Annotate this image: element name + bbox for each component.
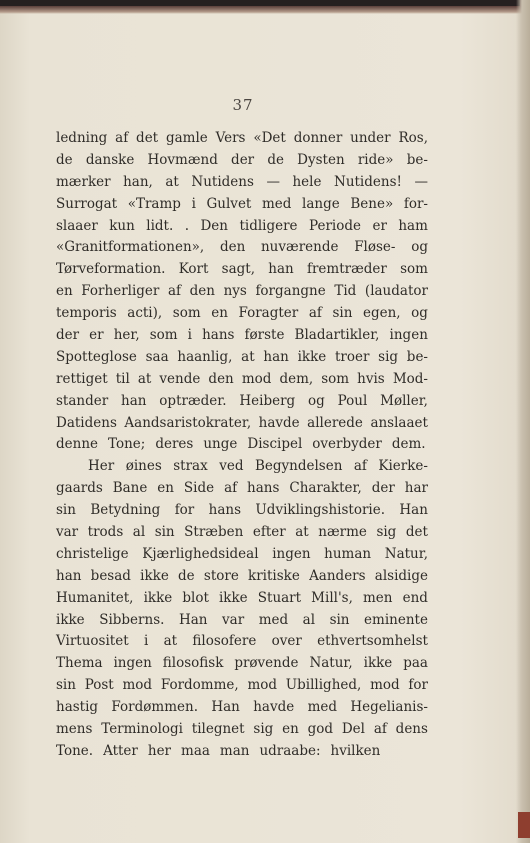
text-line: Her øines strax ved Begyndelsen af Kierke-	[88, 458, 428, 475]
text-line: temporis acti), som en Foragter af sin egen, og	[56, 305, 428, 322]
text-line: Surrogat «Tramp i Gulvet med lange Bene» for-	[56, 195, 428, 212]
binding-mark	[518, 812, 530, 838]
text-line: hastig Fordømmen. Han havde med Hegelianis-	[56, 699, 428, 716]
text-line: Virtuositet i at filosofere over ethvertsomhelst	[56, 633, 428, 650]
text-line: mærker han, at Nutidens — hele Nutidens! —	[56, 173, 428, 190]
text-line: «Granitformationen», den nuværende Fløse- og	[56, 239, 428, 256]
text-line: var trods al sin Stræben efter at nærme sig det	[56, 524, 428, 541]
text-line: Humanitet, ikke blot ikke Stuart Mill's, men end	[56, 589, 428, 606]
text-line: Thema ingen filosofisk prøvende Natur, ikke paa	[56, 655, 428, 672]
top-dark-edge	[0, 0, 520, 6]
text-line: Datidens Aandsaristokrater, havde allerede anslaaet	[56, 414, 428, 431]
text-line: ledning af det gamle Vers «Det donner under Ros,	[56, 130, 428, 146]
page-number: 37	[232, 96, 254, 114]
text-line: slaaer kun lidt. . Den tidligere Periode er ham	[56, 217, 428, 234]
text-line: sin Betydning for hans Udviklingshistorie. Han	[56, 502, 428, 519]
text-line: sin Post mod Fordomme, mod Ubillighed, mod for	[56, 677, 428, 694]
text-line: christelige Kjærlighedsideal ingen human Natur,	[56, 545, 428, 562]
page-right-edge	[516, 0, 530, 843]
text-line: denne Tone; deres unge Discipel overbyder dem.	[56, 436, 426, 453]
text-line: han besad ikke de store kritiske Aanders alsidige	[56, 567, 428, 584]
text-line: stander han optræder. Heiberg og Poul Møller,	[56, 392, 428, 409]
text-line: mens Terminologi tilegnet sig en god Del af dens	[56, 721, 428, 738]
text-line: Tone. Atter her maa man udraabe: hvilken	[56, 742, 381, 759]
text-line: der er her, som i hans første Bladartikler, ingen	[56, 327, 428, 344]
text-line: de danske Hovmænd der de Dysten ride» be-	[56, 151, 428, 168]
top-shadow-band	[0, 0, 530, 14]
text-line: ikke Sibberns. Han var med al sin eminente	[56, 611, 428, 628]
text-line: Spotteglose saa haanlig, at han ikke troer sig be-	[56, 348, 428, 365]
text-line: en Forherliger af den nys forgangne Tid (laudator	[56, 283, 428, 300]
text-line: Tørveformation. Kort sagt, han fremtræder som	[56, 261, 428, 278]
text-line: gaards Bane en Side af hans Charakter, der har	[56, 480, 428, 497]
body-text	[56, 128, 428, 763]
text-line: rettiget til at vende den mod dem, som hvis Mod-	[56, 370, 428, 387]
